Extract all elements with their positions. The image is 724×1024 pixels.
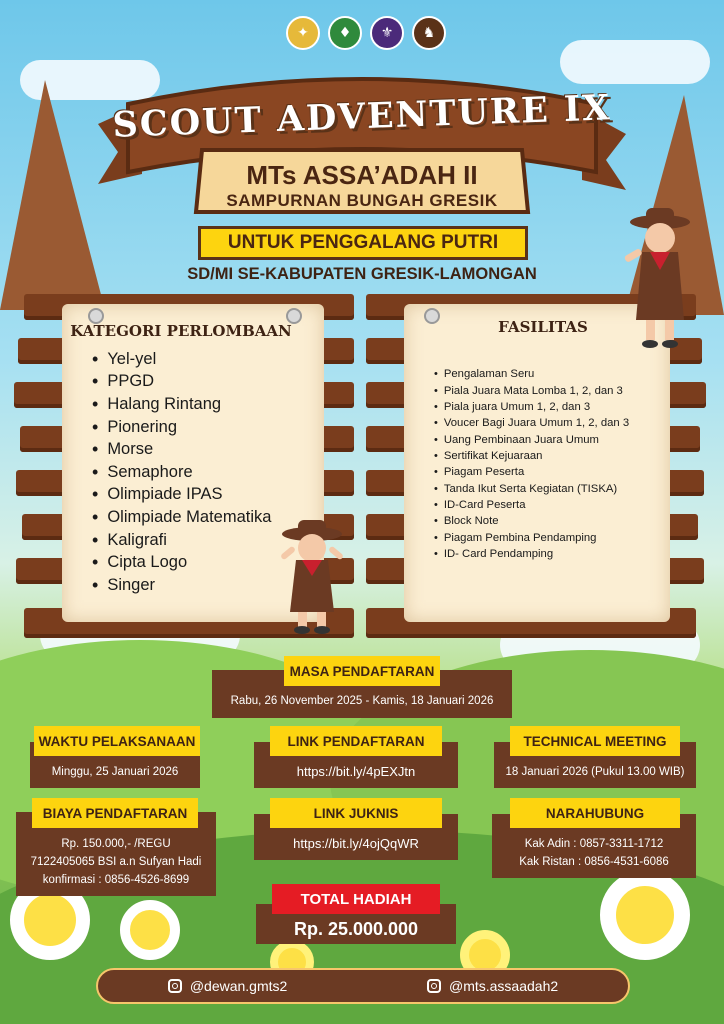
facility-item: • Tanda Ikut Serta Kegiatan (TISKA) — [434, 480, 629, 496]
social-dewan[interactable] — [168, 978, 287, 994]
registration-fee-confirmation: konfirmasi : 0856-4526-8699 — [42, 874, 190, 886]
category-item: • Yel-yel — [92, 348, 271, 371]
facility-item: • Pengalaman Seru — [434, 366, 629, 382]
registration-link-label: LINK PENDAFTARAN — [270, 726, 442, 756]
registration-fee-account: 7122405065 BSI a.n Sufyan Hadi — [30, 856, 202, 868]
categories-list — [92, 348, 271, 597]
target-participants: UNTUK PENGGALANG PUTRI — [198, 226, 528, 260]
flower — [120, 900, 180, 960]
category-item: • Morse — [92, 438, 271, 461]
category-item: • Olimpiade IPAS — [92, 484, 271, 507]
facility-item: • Uang Pembinaan Juara Umum — [434, 431, 629, 447]
total-prize-value: Rp. 25.000.000 — [256, 904, 456, 944]
registration-fee-amount: Rp. 150.000,- /REGU — [61, 838, 171, 850]
school-name: MTs ASSA’ADAH II — [246, 160, 478, 190]
facilities-list — [434, 366, 629, 562]
scout-girl-character — [620, 208, 700, 353]
guide-link[interactable]: https://bit.ly/4ojQqWR — [293, 836, 419, 851]
social-handle: @mts.assaadah2 — [448, 978, 559, 994]
facility-item: • Voucer Bagi Juara Umum 1, 2, dan 3 — [434, 415, 629, 431]
school-location: SAMPURNAN BUNGAH GRESIK — [226, 191, 498, 210]
regency-logo: ♦ — [328, 16, 362, 50]
logo-row — [286, 16, 446, 50]
facility-item: • Sertifikat Kejuaraan — [434, 448, 629, 464]
category-item: • Semaphore — [92, 461, 271, 484]
deer-logo: ♞ — [412, 16, 446, 50]
facility-item: • Block Note — [434, 513, 629, 529]
social-handle: @dewan.gmts2 — [189, 978, 288, 994]
category-item: • Olimpiade Matematika — [92, 506, 271, 529]
total-prize-label: TOTAL HADIAH — [272, 884, 440, 914]
categories-heading: KATEGORI PERLOMBAAN — [70, 322, 292, 340]
category-item: • PPGD — [92, 371, 271, 394]
category-item: • Halang Rintang — [92, 393, 271, 416]
guide-link-label: LINK JUKNIS — [270, 798, 442, 828]
facility-item: • ID-Card Peserta — [434, 497, 629, 513]
execution-time-value: Minggu, 25 Januari 2026 — [51, 766, 179, 778]
category-item: • Singer — [92, 574, 271, 597]
contacts-label: NARAHUBUNG — [510, 798, 680, 828]
registration-link[interactable]: https://bit.ly/4pEXJtn — [296, 764, 416, 779]
flower — [600, 870, 690, 960]
school-logo: ✦ — [286, 16, 320, 50]
facility-item: • ID- Card Pendamping — [434, 546, 629, 562]
registration-period-label: MASA PENDAFTARAN — [284, 656, 440, 686]
facility-item: • Piala Juara Mata Lomba 1, 2, dan 3 — [434, 382, 629, 398]
facility-item: • Piala juara Umum 1, 2, dan 3 — [434, 399, 629, 415]
registration-period-value: Rabu, 26 November 2025 - Kamis, 18 Januari 2026 — [230, 695, 494, 707]
facility-item: • Piagam Pembina Pendamping — [434, 529, 629, 545]
technical-meeting-label: TECHNICAL MEETING — [510, 726, 680, 756]
footer-bar — [96, 968, 630, 1004]
instagram-icon — [168, 979, 182, 993]
event-title: SCOUT ADVENTURE IX — [111, 87, 613, 146]
technical-meeting-value: 18 Januari 2026 (Pukul 13.00 WIB) — [505, 766, 685, 778]
category-item: • Cipta Logo — [92, 551, 271, 574]
contact-ristan: Kak Ristan : 0856-4531-6086 — [519, 856, 669, 868]
instagram-icon — [427, 979, 441, 993]
category-item: • Kaligrafi — [92, 529, 271, 552]
execution-time-label: WAKTU PELAKSANAAN — [34, 726, 200, 756]
scout-logo: ⚜ — [370, 16, 404, 50]
title-banner — [98, 64, 626, 214]
facilities-heading: FASILITAS — [498, 318, 588, 336]
facility-item: • Piagam Peserta — [434, 464, 629, 480]
contact-adin: Kak Adin : 0857-3311-1712 — [524, 838, 664, 850]
category-item: • Pionering — [92, 416, 271, 439]
registration-fee-label: BIAYA PENDAFTARAN — [32, 798, 198, 828]
participant-region: SD/MI SE-KABUPATEN GRESIK-LAMONGAN — [187, 265, 537, 283]
social-mts[interactable] — [427, 978, 558, 994]
scout-girl-character — [272, 520, 352, 635]
